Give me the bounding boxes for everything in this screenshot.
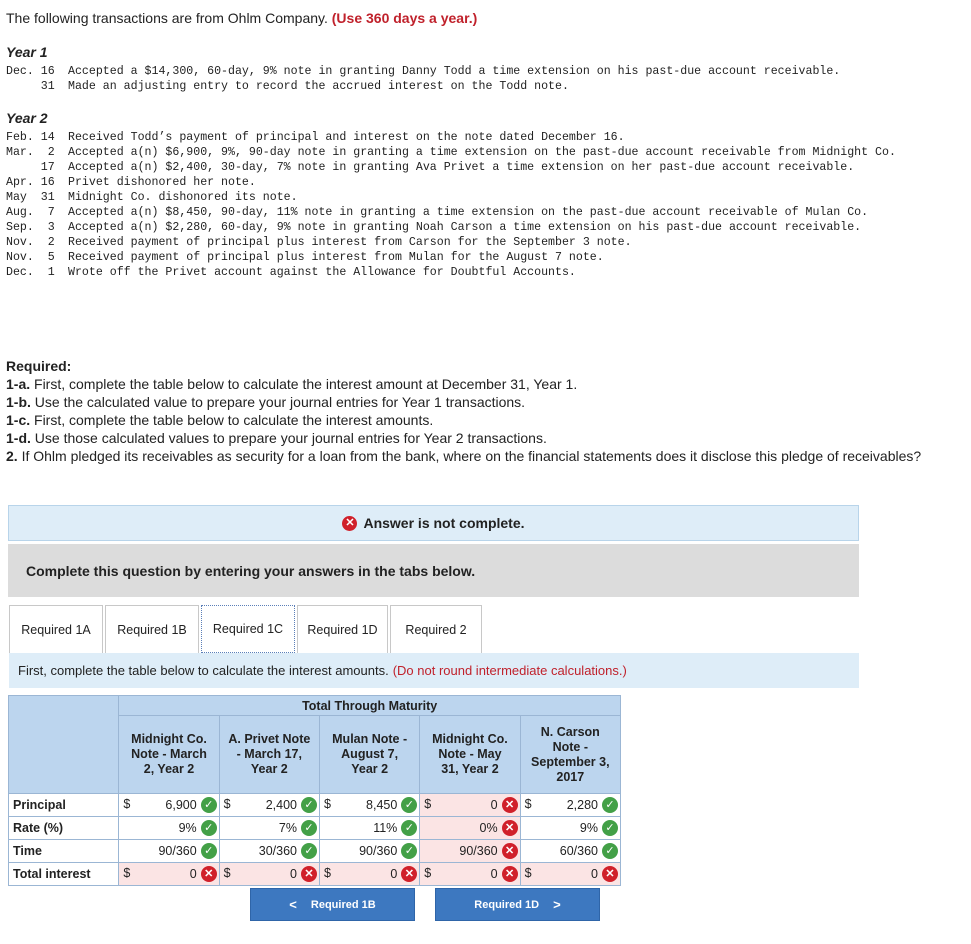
transaction-row — [6, 64, 943, 79]
table-row — [9, 794, 621, 817]
check-circle-icon: ✓ — [301, 820, 317, 836]
prev-button[interactable] — [250, 888, 415, 921]
chevron-left-icon: < — [289, 897, 297, 912]
transaction-row — [6, 130, 943, 145]
required-item-number: 1-b. — [6, 394, 31, 410]
year2-transactions — [6, 130, 943, 280]
interest-table — [8, 695, 621, 886]
x-circle-icon: ✕ — [502, 820, 518, 836]
chevron-right-icon: > — [553, 897, 561, 912]
table-cell-input[interactable] — [319, 817, 419, 840]
tab-required-1b[interactable] — [105, 605, 199, 653]
required-item-number: 1-c. — [6, 412, 31, 428]
required-item-text: Use those calculated values to prepare your journal entries for Year 2 transactions. — [34, 430, 547, 446]
cell-value: 0 — [189, 867, 197, 881]
currency-symbol: $ — [123, 866, 131, 880]
year2-title: Year 2 — [6, 110, 48, 126]
transaction-row — [6, 79, 943, 94]
x-circle-icon: ✕ — [342, 516, 357, 531]
cell-value: 30/360 — [258, 844, 297, 858]
transaction-row — [6, 145, 943, 160]
required-item-text: If Ohlm pledged its receivables as security for a loan from the bank, where on the financial statements does it disclose this pledge of receivables? — [21, 448, 922, 464]
tab-label: Required 1C — [212, 622, 284, 636]
year1-title: Year 1 — [6, 44, 48, 60]
transaction-text: Midnight Co. dishonored its note. — [68, 191, 298, 204]
check-circle-icon: ✓ — [201, 797, 217, 813]
cell-value: 7% — [278, 821, 297, 835]
cell-value: 0 — [490, 798, 498, 812]
transaction-date: 17 — [6, 161, 55, 174]
check-circle-icon: ✓ — [301, 797, 317, 813]
column-header: Mulan Note - August 7, Year 2 — [319, 716, 419, 794]
table-cell-input[interactable] — [119, 840, 219, 863]
cell-value: 9% — [579, 821, 598, 835]
transaction-row — [6, 205, 943, 220]
transaction-text: Accepted a(n) $2,280, 60-day, 9% note in granting Noah Carson a time extension on his past-due account receivable. — [68, 221, 862, 234]
transaction-text: Wrote off the Privet account against the Allowance for Doubtful Accounts. — [68, 266, 576, 279]
table-cell-input[interactable] — [420, 817, 520, 840]
answer-status-text: Answer is not complete. — [363, 515, 525, 531]
table-cell-input[interactable] — [420, 863, 520, 886]
required-item-text: First, complete the table below to calculate the interest amount at December 31, Year 1. — [34, 376, 578, 392]
intro-line — [6, 10, 477, 26]
x-circle-icon: ✕ — [602, 866, 618, 882]
transaction-row — [6, 160, 943, 175]
required-item — [6, 393, 946, 411]
cell-value: 11% — [373, 821, 398, 835]
instructions-text: Complete this question by entering your answers in the tabs below. — [26, 562, 476, 579]
cell-value: 6,900 — [165, 798, 197, 812]
cell-value: 90/360 — [158, 844, 197, 858]
required-item-text: Use the calculated value to prepare your journal entries for Year 1 transactions. — [34, 394, 526, 410]
table-row — [9, 817, 621, 840]
table-cell-input[interactable] — [319, 863, 419, 886]
transaction-text: Accepted a(n) $2,400, 30-day, 7% note in granting Ava Privet a time extension on her past-due account receivable. — [68, 161, 855, 174]
cell-value: 9% — [178, 821, 197, 835]
check-circle-icon: ✓ — [401, 843, 417, 859]
required-section — [6, 357, 946, 465]
x-circle-icon: ✕ — [502, 797, 518, 813]
table-group-header: Total Through Maturity — [119, 696, 621, 716]
tab-bar — [9, 605, 484, 653]
table-cell-input[interactable] — [520, 863, 620, 886]
transaction-row — [6, 175, 943, 190]
cell-value: 0 — [390, 867, 398, 881]
tab-label: Required 1D — [307, 622, 378, 637]
transaction-date: Sep. 3 — [6, 221, 55, 234]
table-cell-input[interactable] — [520, 794, 620, 817]
cell-value: 2,280 — [566, 798, 598, 812]
cell-value: 60/360 — [559, 844, 598, 858]
table-cell-input[interactable] — [219, 863, 319, 886]
tab-label: Required 2 — [405, 622, 467, 637]
check-circle-icon: ✓ — [401, 820, 417, 836]
tab-required-2[interactable] — [390, 605, 482, 653]
table-cell-input[interactable] — [520, 817, 620, 840]
table-cell-input[interactable] — [319, 840, 419, 863]
next-button[interactable] — [435, 888, 600, 921]
answer-status-banner — [8, 505, 859, 541]
transaction-text: Accepted a $14,300, 60-day, 9% note in granting Danny Todd a time extension on his past-due account receivable. — [68, 65, 841, 78]
table-cell-input[interactable] — [219, 794, 319, 817]
instructions-box — [8, 544, 859, 597]
table-row — [9, 840, 621, 863]
transaction-text: Accepted a(n) $8,450, 90-day, 11% note in granting a time extension on the past-due account receivable of Mulan Co. — [68, 206, 869, 219]
transaction-row — [6, 220, 943, 235]
required-item — [6, 429, 946, 447]
row-label: Principal — [9, 794, 119, 817]
x-circle-icon: ✕ — [502, 843, 518, 859]
column-header: N. Carson Note - September 3, 2017 — [520, 716, 620, 794]
transaction-date: Nov. 5 — [6, 251, 55, 264]
transaction-date: Apr. 16 — [6, 176, 55, 189]
cell-value: 0 — [591, 867, 598, 881]
transaction-text: Privet dishonored her note. — [68, 176, 256, 189]
check-circle-icon: ✓ — [602, 797, 618, 813]
cell-value: 90/360 — [359, 844, 398, 858]
transaction-text: Received payment of principal plus interest from Carson for the September 3 note. — [68, 236, 632, 249]
transaction-date: Feb. 14 — [6, 131, 55, 144]
transaction-row — [6, 235, 943, 250]
cell-value: 90/360 — [459, 844, 498, 858]
cell-value: 0% — [479, 821, 498, 835]
table-cell-input[interactable] — [319, 794, 419, 817]
required-item — [6, 411, 946, 429]
prev-button-label: Required 1B — [310, 898, 376, 911]
transaction-row — [6, 250, 943, 265]
cell-value: 0 — [290, 867, 297, 881]
cell-value: 8,450 — [366, 798, 398, 812]
currency-symbol: $ — [323, 866, 331, 880]
transaction-date: May 31 — [6, 191, 55, 204]
required-item — [6, 375, 946, 393]
cell-value: 2,400 — [265, 798, 297, 812]
transaction-date: Dec. 1 — [6, 266, 55, 279]
check-circle-icon: ✓ — [301, 843, 317, 859]
table-cell-input[interactable] — [219, 840, 319, 863]
x-circle-icon: ✕ — [201, 866, 217, 882]
x-circle-icon: ✕ — [301, 866, 317, 882]
table-cell-input[interactable] — [420, 840, 520, 863]
tab-required-1c[interactable] — [201, 605, 295, 653]
table-cell-input[interactable] — [219, 817, 319, 840]
required-item-number: 1-a. — [6, 376, 31, 392]
required-item-number: 2. — [6, 448, 18, 464]
transaction-date: Aug. 7 — [6, 206, 55, 219]
transaction-row — [6, 265, 943, 280]
transaction-text: Received Todd’s payment of principal and interest on the note dated December 16. — [68, 131, 625, 144]
transaction-text: Received payment of principal plus interest from Mulan for the August 7 note. — [68, 251, 604, 264]
column-header: Midnight Co. Note - May 31, Year 2 — [420, 716, 520, 794]
currency-symbol: $ — [223, 797, 231, 811]
tab-label: Required 1B — [117, 622, 187, 637]
currency-symbol: $ — [424, 866, 432, 880]
row-label: Time — [9, 840, 119, 863]
tab-required-1d[interactable] — [297, 605, 388, 653]
table-corner — [9, 696, 119, 794]
currency-symbol: $ — [524, 866, 532, 880]
currency-symbol: $ — [323, 797, 331, 811]
row-label: Total interest — [9, 863, 119, 886]
transaction-text: Accepted a(n) $6,900, 9%, 90-day note in granting a time extension on the past-due account receivable from Midnight Co. — [68, 146, 896, 159]
table-cell-input[interactable] — [119, 863, 219, 886]
currency-symbol: $ — [424, 797, 432, 811]
table-cell-input[interactable] — [119, 817, 219, 840]
required-item-number: 1-d. — [6, 430, 31, 446]
required-heading: Required: — [6, 358, 72, 374]
transaction-date: 31 — [6, 80, 55, 93]
column-header: Midnight Co. Note - March 2, Year 2 — [119, 716, 219, 794]
transaction-date: Dec. 16 — [6, 65, 55, 78]
check-circle-icon: ✓ — [602, 820, 618, 836]
check-circle-icon: ✓ — [401, 797, 417, 813]
transaction-date: Mar. 2 — [6, 146, 55, 159]
check-circle-icon: ✓ — [201, 820, 217, 836]
required-item — [6, 447, 946, 465]
x-circle-icon: ✕ — [401, 866, 417, 882]
cell-value: 0 — [490, 867, 498, 881]
tab-label: Required 1A — [21, 622, 91, 637]
table-cell-input[interactable] — [119, 794, 219, 817]
transaction-text: Made an adjusting entry to record the accrued interest on the Todd note. — [68, 80, 569, 93]
tab-required-1a[interactable] — [9, 605, 103, 653]
currency-symbol: $ — [223, 866, 231, 880]
next-button-label: Required 1D — [474, 898, 540, 911]
tab-instruction-text: First, complete the table below to calculate the interest amounts. — [18, 663, 389, 678]
check-circle-icon: ✓ — [201, 843, 217, 859]
table-row — [9, 863, 621, 886]
currency-symbol: $ — [524, 797, 532, 811]
row-label: Rate (%) — [9, 817, 119, 840]
x-circle-icon: ✕ — [502, 866, 518, 882]
transaction-row — [6, 190, 943, 205]
intro-text: The following transactions are from Ohlm Company. — [6, 10, 328, 26]
column-header: A. Privet Note - March 17, Year 2 — [219, 716, 319, 794]
currency-symbol: $ — [123, 797, 131, 811]
tab-instruction-note: (Do not round intermediate calculations.) — [392, 663, 627, 678]
tab-instruction — [9, 653, 859, 688]
intro-note: (Use 360 days a year.) — [331, 10, 478, 26]
required-item-text: First, complete the table below to calculate the interest amounts. — [34, 412, 434, 428]
check-circle-icon: ✓ — [602, 843, 618, 859]
table-cell-input[interactable] — [420, 794, 520, 817]
table-cell-input[interactable] — [520, 840, 620, 863]
year1-transactions — [6, 64, 943, 94]
transaction-date: Nov. 2 — [6, 236, 55, 249]
